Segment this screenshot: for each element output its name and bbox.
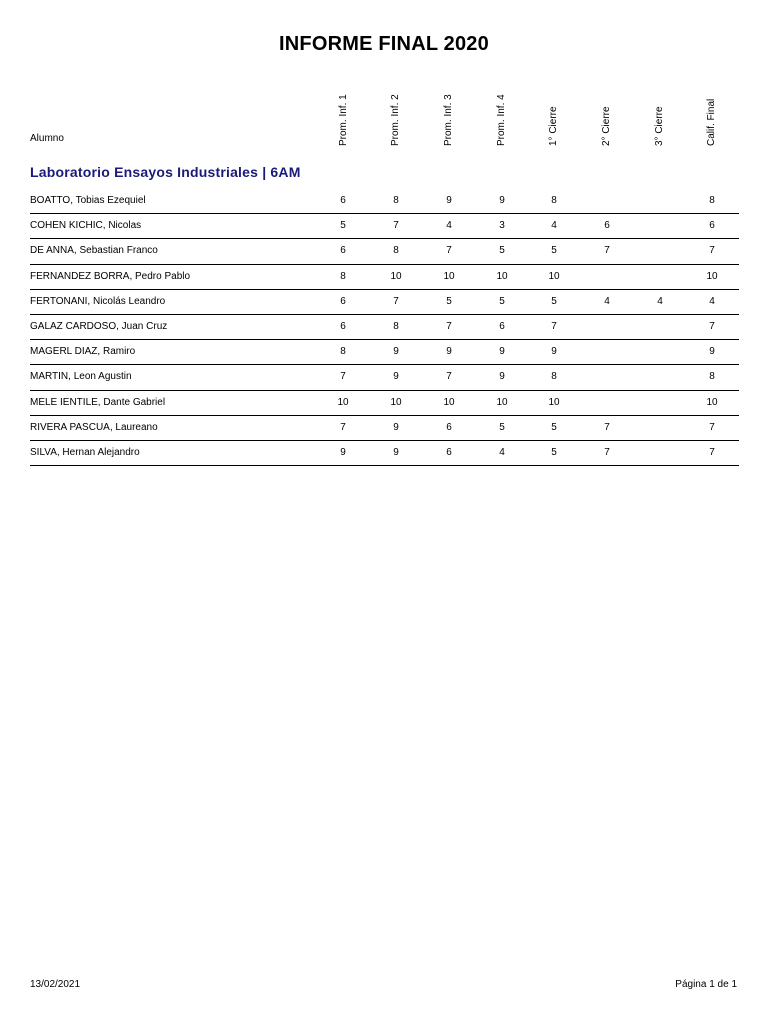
grade-prom-inf-2: 8 <box>393 245 399 257</box>
grade-prom-inf-4: 6 <box>499 320 505 332</box>
grade-prom-inf-3: 10 <box>443 270 455 282</box>
grade-cierre-3: 4 <box>657 295 663 307</box>
grade-prom-inf-2: 7 <box>393 220 399 232</box>
grade-cierre-2: 7 <box>604 446 610 458</box>
grade-prom-inf-4: 9 <box>499 195 505 206</box>
grade-calif-final: 7 <box>709 320 715 332</box>
grade-calif-final: 7 <box>709 446 715 458</box>
grade-calif-final: 10 <box>706 270 718 282</box>
grade-prom-inf-4: 5 <box>499 421 505 433</box>
grade-prom-inf-2: 7 <box>393 295 399 307</box>
table-row <box>30 340 739 365</box>
grade-prom-inf-1: 7 <box>340 371 346 383</box>
grade-prom-inf-2: 9 <box>393 371 399 383</box>
grade-prom-inf-2: 9 <box>393 421 399 433</box>
footer-page-number: Página 1 de 1 <box>675 979 737 990</box>
column-header-label: 1° Cierre <box>548 106 559 146</box>
grade-cierre-2: 7 <box>604 245 610 257</box>
grade-cierre-2: 6 <box>604 220 610 232</box>
grade-prom-inf-4: 10 <box>496 396 508 408</box>
grade-calif-final: 7 <box>709 421 715 433</box>
table-row <box>30 189 739 214</box>
grade-prom-inf-1: 6 <box>340 245 346 257</box>
grade-prom-inf-1: 9 <box>340 446 346 458</box>
grade-prom-inf-1: 6 <box>340 195 346 206</box>
grade-prom-inf-4: 3 <box>499 220 505 232</box>
footer-date: 13/02/2021 <box>30 979 81 990</box>
grade-calif-final: 7 <box>709 245 715 257</box>
student-name: BOATTO, Tobias Ezequiel <box>30 195 146 206</box>
column-header-label: Prom. Inf. 2 <box>390 94 401 146</box>
column-header-alumno: Alumno <box>30 133 64 144</box>
grade-prom-inf-3: 4 <box>446 220 452 232</box>
group-title: Laboratorio Ensayos Industriales | 6AM <box>30 164 301 180</box>
grade-prom-inf-2: 8 <box>393 195 399 206</box>
grade-cierre-1: 4 <box>551 220 557 232</box>
report-title: INFORME FINAL 2020 <box>279 33 489 55</box>
grade-prom-inf-4: 9 <box>499 371 505 383</box>
grade-calif-final: 6 <box>709 220 715 232</box>
grade-prom-inf-1: 8 <box>340 346 346 358</box>
grade-cierre-1: 10 <box>548 396 560 408</box>
column-header-label: Prom. Inf. 4 <box>496 94 507 146</box>
student-name: COHEN KICHIC, Nicolas <box>30 220 142 232</box>
table-row <box>30 265 739 290</box>
student-name: FERNANDEZ BORRA, Pedro Pablo <box>30 270 191 282</box>
grade-cierre-1: 9 <box>551 346 557 358</box>
grade-calif-final: 4 <box>709 295 715 307</box>
grade-prom-inf-3: 7 <box>446 320 452 332</box>
student-name: FERTONANI, Nicolás Leandro <box>30 295 166 307</box>
grade-cierre-1: 8 <box>551 371 557 383</box>
grade-prom-inf-2: 9 <box>393 446 399 458</box>
student-name: RIVERA PASCUA, Laureano <box>30 421 158 433</box>
grade-prom-inf-4: 5 <box>499 245 505 257</box>
column-header-label: 3° Cierre <box>654 106 665 146</box>
grade-cierre-1: 5 <box>551 295 557 307</box>
table-row <box>30 239 739 264</box>
table-row <box>30 214 739 239</box>
grade-calif-final: 10 <box>706 396 718 408</box>
grade-prom-inf-3: 7 <box>446 371 452 383</box>
grade-cierre-1: 8 <box>551 195 557 206</box>
grade-cierre-2: 7 <box>604 421 610 433</box>
table-row <box>30 441 739 466</box>
table-row <box>30 416 739 441</box>
grade-prom-inf-1: 6 <box>340 320 346 332</box>
student-name: GALAZ CARDOSO, Juan Cruz <box>30 320 168 332</box>
grade-prom-inf-3: 9 <box>446 346 452 358</box>
student-name: MARTIN, Leon Agustin <box>30 371 132 383</box>
grade-prom-inf-2: 10 <box>390 270 402 282</box>
grade-prom-inf-3: 9 <box>446 195 452 206</box>
grade-prom-inf-1: 10 <box>337 396 349 408</box>
grade-cierre-2: 4 <box>604 295 610 307</box>
table-row <box>30 315 739 340</box>
column-header-label: Prom. Inf. 3 <box>443 94 454 146</box>
student-name: SILVA, Hernan Alejandro <box>30 446 140 458</box>
grade-prom-inf-3: 6 <box>446 421 452 433</box>
column-header-label: 2° Cierre <box>601 106 612 146</box>
grade-cierre-1: 7 <box>551 320 557 332</box>
grade-prom-inf-3: 7 <box>446 245 452 257</box>
student-name: MAGERL DIAZ, Ramiro <box>30 346 136 358</box>
grade-prom-inf-4: 9 <box>499 346 505 358</box>
grade-cierre-1: 5 <box>551 446 557 458</box>
grade-prom-inf-2: 10 <box>390 396 402 408</box>
table-row <box>30 290 739 315</box>
grade-prom-inf-1: 6 <box>340 295 346 307</box>
grade-cierre-1: 10 <box>548 270 560 282</box>
grade-prom-inf-3: 6 <box>446 446 452 458</box>
grade-prom-inf-4: 4 <box>499 446 505 458</box>
grade-prom-inf-3: 5 <box>446 295 452 307</box>
grade-prom-inf-2: 8 <box>393 320 399 332</box>
grade-prom-inf-3: 10 <box>443 396 455 408</box>
column-header-label: Prom. Inf. 1 <box>338 94 349 146</box>
grade-prom-inf-1: 8 <box>340 270 346 282</box>
grade-calif-final: 9 <box>709 346 715 358</box>
grade-cierre-1: 5 <box>551 421 557 433</box>
grade-prom-inf-4: 5 <box>499 295 505 307</box>
table-row <box>30 365 739 390</box>
grade-cierre-1: 5 <box>551 245 557 257</box>
table-row <box>30 391 739 416</box>
grade-prom-inf-2: 9 <box>393 346 399 358</box>
student-name: DE ANNA, Sebastian Franco <box>30 245 158 257</box>
grade-calif-final: 8 <box>709 195 715 206</box>
student-name: MELE IENTILE, Dante Gabriel <box>30 396 166 408</box>
grade-prom-inf-1: 5 <box>340 220 346 232</box>
column-header-label: Calif. Final <box>706 98 717 146</box>
grades-table <box>30 189 739 466</box>
grade-prom-inf-4: 10 <box>496 270 508 282</box>
grade-prom-inf-1: 7 <box>340 421 346 433</box>
grade-calif-final: 8 <box>709 371 715 383</box>
